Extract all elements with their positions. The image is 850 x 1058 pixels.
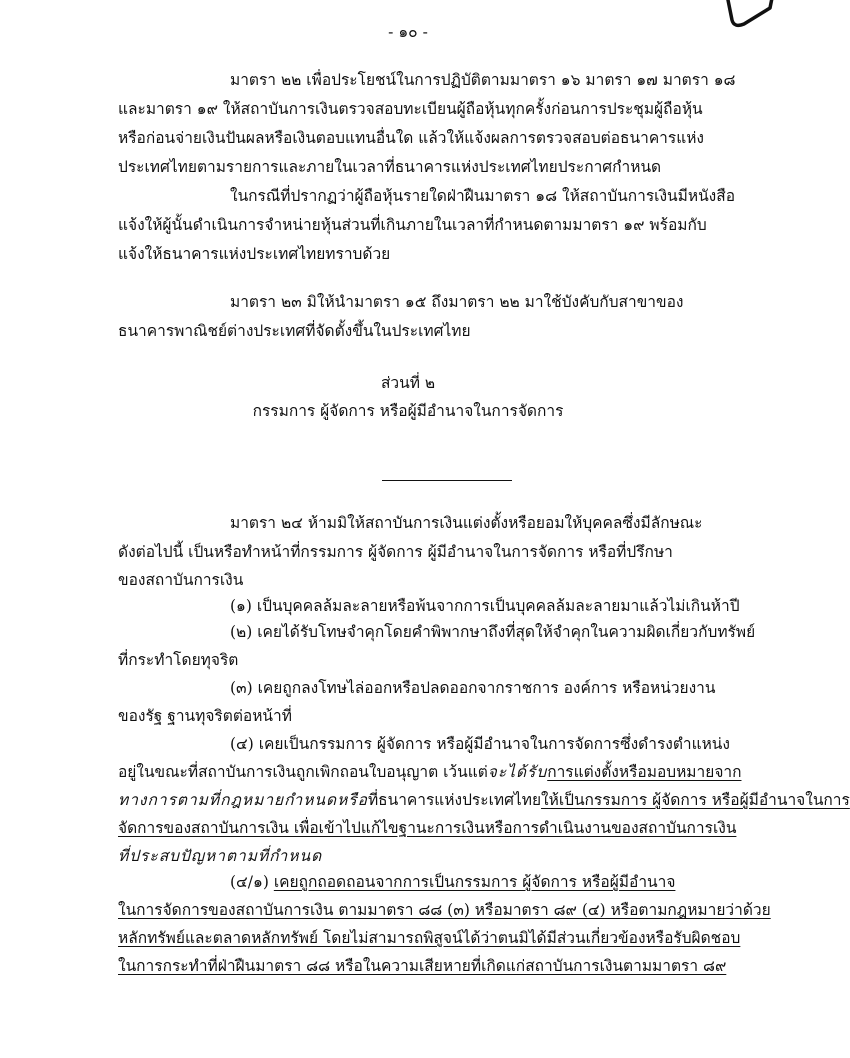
item-3-line-2: ของรัฐ ฐานทุจริตต่อหน้าที่ (118, 707, 292, 725)
section22-line-1: มาตรา ๒๒ เพื่อประโยชน์ในการปฏิบัติตามมาตรา ๑๖ มาตรา ๑๗ มาตรา ๑๘ (230, 71, 736, 89)
section22-line-2: และมาตรา ๑๙ ให้สถาบันการเงินตรวจสอบทะเบียนผู้ถือหุ้นทุกครั้งก่อนการประชุมผู้ถือหุ้น (118, 100, 703, 118)
page-number: - ๑๐ - (388, 23, 428, 41)
item-2-line-1: (๒) เคยได้รับโทษจำคุกโดยคำพิพากษาถึงที่สุดให้จำคุกในความผิดเกี่ยวกับทรัพย์ (230, 623, 756, 641)
part-heading: ส่วนที่ ๒ (380, 374, 436, 392)
item-4-1-line-3: หลักทรัพย์และตลาดหลักทรัพย์ โดยไม่สามารถพิสูจน์ได้ว่าตนมิได้มีส่วนเกี่ยวข้องหรือรับผิดชอบ (118, 929, 741, 947)
item-4-inserted-text: จะได้รับ (487, 763, 548, 781)
section23-line-2: ธนาคารพาณิชย์ต่างประเทศที่จัดตั้งขึ้นในประเทศไทย (118, 322, 471, 340)
section22-line-7: แจ้งให้ธนาคารแห่งประเทศไทยทราบด้วย (118, 245, 391, 263)
heading-divider (382, 480, 512, 481)
item-2-line-2: ที่กระทำโดยทุจริต (118, 651, 239, 669)
item-4-line-5: ที่ประสบปัญหาตามที่กำหนด (118, 847, 323, 865)
section22-line-5: ในกรณีที่ปรากฏว่าผู้ถือหุ้นรายใดฝ่าฝืนมาตรา ๑๘ ให้สถาบันการเงินมีหนังสือ (230, 187, 736, 205)
section22-line-6: แจ้งให้ผู้นั้นดำเนินการจำหน่ายหุ้นส่วนที่เกินภายในเวลาที่กำหนดตามมาตรา ๑๙ พร้อมกับ (118, 216, 707, 234)
item-4-line-4: จัดการของสถาบันการเงิน เพื่อเข้าไปแก้ไขฐานะการเงินหรือการดำเนินงานของสถาบันการเงิน (118, 819, 737, 837)
item-4-line-3 (118, 790, 850, 810)
item-4-1-number: (๔/๑) (230, 873, 274, 891)
item-4-1-line-4: ในการกระทำที่ฝ่าฝืนมาตรา ๘๘ หรือในความเสียหายที่เกิดแก่สถาบันการเงินตามมาตรา ๘๙ (118, 957, 727, 975)
section22-line-4: ประเทศไทยตามรายการและภายในเวลาที่ธนาคารแห่งประเทศไทยประกาศกำหนด (118, 158, 662, 176)
item-4-line-2-text: อยู่ในขณะที่สถาบันการเงินถูกเพิกถอนใบอนุญาต เว้นแต่ (118, 763, 488, 781)
item-1: (๑) เป็นบุคคลล้มละลายหรือพ้นจากการเป็นบุคคลล้มละลายมาแล้วไม่เกินห้าปี (230, 597, 740, 615)
item-3-line-1: (๓) เคยถูกลงโทษไล่ออกหรือปลดออกจากราชการ องค์การ หรือหน่วยงาน (230, 679, 716, 697)
section24-line-2: ดังต่อไปนี้ เป็นหรือทำหน้าที่กรรมการ ผู้จัดการ ผู้มีอำนาจในการจัดการ หรือที่ปรึกษา (118, 543, 673, 561)
item-4-line-1: (๔) เคยเป็นกรรมการ ผู้จัดการ หรือผู้มีอำนาจในการจัดการซึ่งดำรงตำแหน่ง (230, 735, 730, 753)
item-4-amended-text: การแต่งตั้งหรือมอบหมายจาก (547, 763, 742, 781)
section22-line-3: หรือก่อนจ่ายเงินปันผลหรือเงินตอบแทนอื่นใด แล้วให้แจ้งผลการตรวจสอบต่อธนาคารแห่ง (118, 129, 704, 147)
item-4-amended-text-2: ให้เป็นกรรมการ ผู้จัดการ หรือผู้มีอำนาจในการ (541, 791, 850, 809)
item-4-line-3-text: ที่ธนาคารแห่งประเทศไทย (367, 791, 542, 809)
part-title: กรรมการ ผู้จัดการ หรือผู้มีอำนาจในการจัดการ (252, 402, 564, 420)
item-4-1-line-2: ในการจัดการของสถาบันการเงิน ตามมาตรา ๘๘ (๓) หรือมาตรา ๘๙ (๔) หรือตามกฎหมายว่าด้วย (118, 901, 771, 919)
item-4-1-text: เคยถูกถอดถอนจากการเป็นกรรมการ ผู้จัดการ หรือผู้มีอำนาจ (273, 873, 676, 891)
item-4-1-line-1 (230, 872, 675, 892)
section24-line-3: ของสถาบันการเงิน (118, 571, 244, 589)
section24-line-1: มาตรา ๒๔ ห้ามมิให้สถาบันการเงินแต่งตั้งหรือยอมให้บุคคลซึ่งมีลักษณะ (230, 514, 703, 532)
item-4-struck-text: ทางการตามที่กฎหมายกำหนดหรือ (118, 791, 368, 809)
item-4-line-2 (118, 762, 741, 782)
section23-line-1: มาตรา ๒๓ มิให้นำมาตรา ๑๕ ถึงมาตรา ๒๒ มาใช้บังคับกับสาขาของ (230, 293, 684, 311)
